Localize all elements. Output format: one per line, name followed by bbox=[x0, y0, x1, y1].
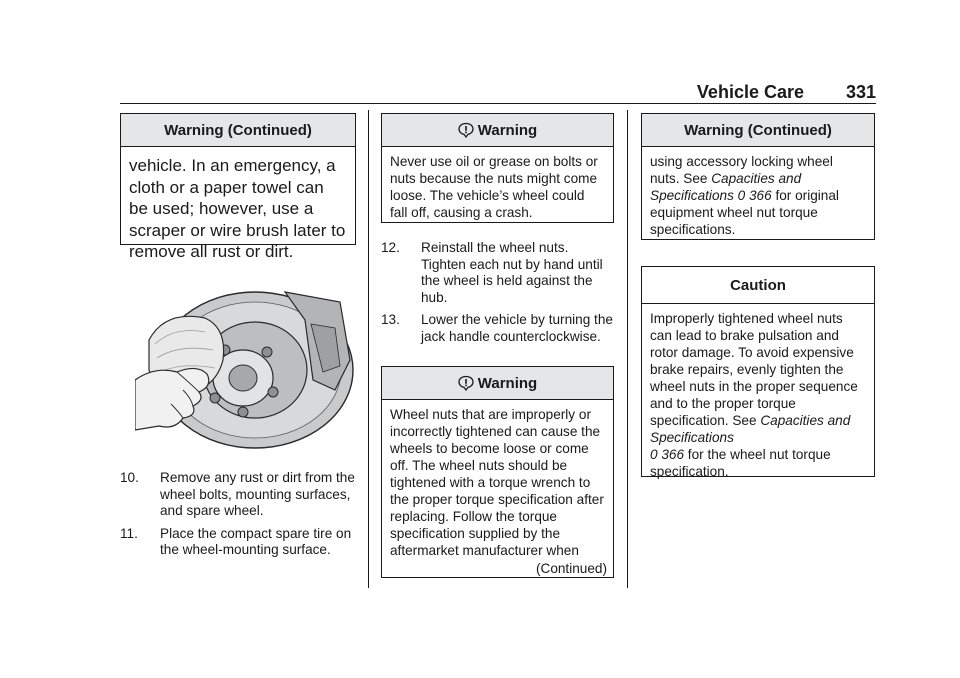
column-divider-1 bbox=[368, 110, 369, 588]
body-text: Improperly tightened wheel nuts can lead to brake pulsation and rotor damage. To avoid expensive brake repairs, evenly tighten the wheel nuts in the proper sequence and to the proper torque specification. See bbox=[650, 311, 858, 428]
step-text: Remove any rust or dirt from the wheel bolts, mounting surfaces, and spare wheel. bbox=[160, 470, 355, 518]
page-number: 331 bbox=[845, 82, 876, 102]
warning-title bbox=[382, 367, 613, 400]
list-item bbox=[381, 312, 614, 345]
warning-title-text: Warning bbox=[477, 121, 538, 139]
list-item bbox=[381, 240, 614, 306]
step-text: Lower the vehicle by turning the jack handle counterclockwise. bbox=[421, 312, 613, 344]
caution-text bbox=[642, 304, 874, 486]
steps-list-col1 bbox=[120, 470, 356, 565]
section-title: Vehicle Care bbox=[696, 82, 804, 102]
wheel-hub-cleaning-illustration bbox=[135, 280, 357, 450]
warning-box-2 bbox=[381, 366, 614, 578]
warning-box-1 bbox=[381, 113, 614, 223]
warning-text: Never use oil or grease on bolts or nuts because the nuts might come loose. The vehicle’s wheel could fall off, causing a crash. bbox=[390, 154, 598, 220]
step-number: 12. bbox=[381, 240, 400, 255]
warning-continued-text bbox=[642, 147, 874, 244]
step-number: 13. bbox=[381, 312, 400, 327]
cross-reference-link[interactable]: Capacities and Specifications bbox=[650, 171, 802, 203]
cross-reference-link[interactable]: Capacities and Specifications bbox=[650, 413, 851, 445]
warning-continued-box bbox=[120, 113, 356, 261]
steps-list-col2 bbox=[381, 240, 614, 351]
continued-label: (Continued) bbox=[535, 561, 607, 576]
warning-continued-box-col3 bbox=[641, 113, 875, 240]
column-divider-2 bbox=[627, 110, 628, 588]
step-number: 11. bbox=[120, 525, 138, 541]
list-item bbox=[120, 470, 356, 520]
caution-title: Caution bbox=[642, 267, 874, 304]
caution-box bbox=[641, 266, 875, 477]
step-text: Place the compact spare tire on the wheel-mounting surface. bbox=[160, 525, 352, 557]
body-text: using accessory locking wheel nuts. See bbox=[650, 154, 833, 186]
list-item bbox=[120, 526, 356, 559]
warning-continued-text: vehicle. In an emergency, a cloth or a paper towel can be used; however, use a scraper or wire brush later to remove all rust or dirt. bbox=[129, 156, 346, 261]
body-text: for the wheel nut torque specification. bbox=[650, 447, 831, 479]
warning-continued-title: Warning (Continued) bbox=[121, 114, 355, 147]
warning-continued-title: Warning (Continued) bbox=[642, 114, 874, 147]
warning-icon bbox=[458, 375, 474, 391]
page-reference[interactable]: 0 366 bbox=[737, 188, 772, 203]
step-number: 10. bbox=[120, 470, 139, 485]
step-text: Reinstall the wheel nuts. Tighten each nut by hand until the wheel is held against the hub. bbox=[421, 240, 603, 305]
warning-title-text: Warning bbox=[477, 374, 538, 392]
page-reference[interactable]: 0 366 bbox=[650, 447, 685, 462]
body-text: for original equipment wheel nut torque specifications. bbox=[650, 188, 839, 237]
page-header bbox=[120, 80, 876, 102]
warning-text: Wheel nuts that are improperly or incorrectly tightened can cause the wheels to become loose or come off. The wheel nuts should be tightened with a torque wrench to the proper torque specification after replacing. Follow the torque specification supplied by the aftermarket manufacturer when bbox=[390, 407, 604, 558]
warning-title bbox=[382, 114, 613, 147]
warning-icon bbox=[458, 122, 474, 138]
header-rule bbox=[120, 103, 876, 104]
